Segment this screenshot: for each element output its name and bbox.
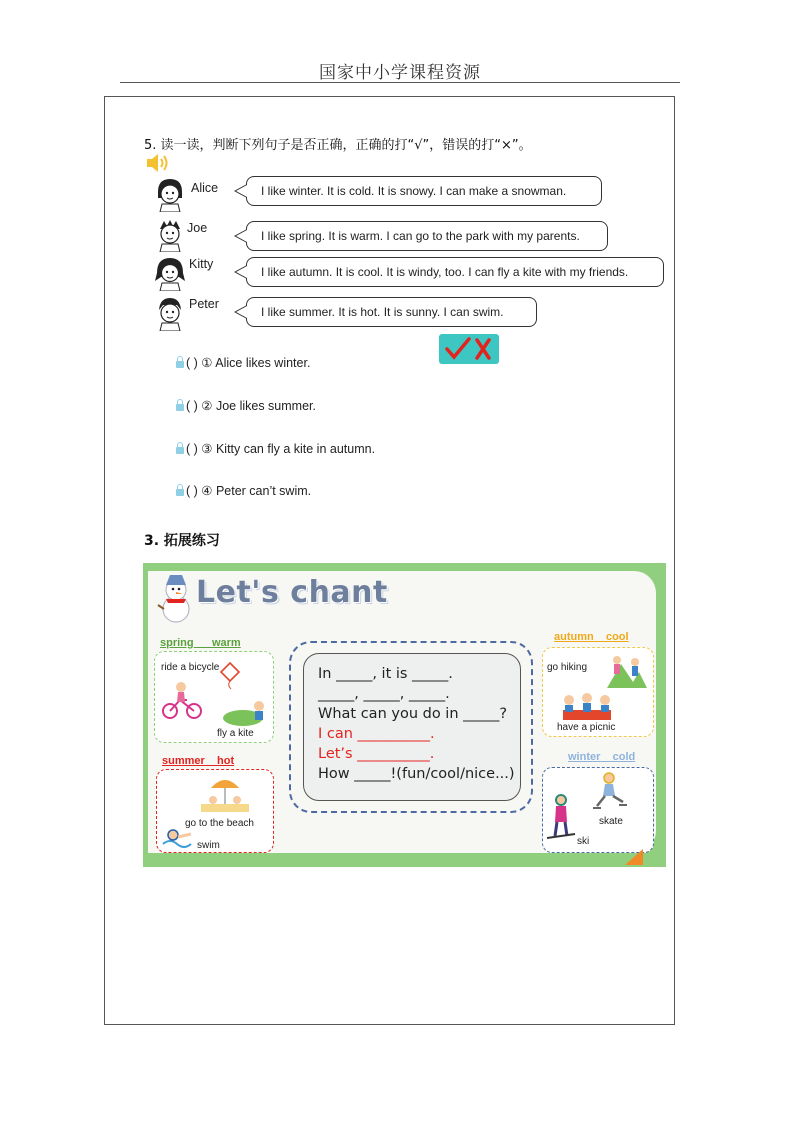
activity-label: ride a bicycle (161, 662, 220, 673)
bubble-tail (234, 305, 247, 319)
speech-text-alice: I like winter. It is cold. It is snowy. I can make a snowman. (261, 184, 567, 198)
activity-label: skate (599, 816, 623, 827)
activity-label: have a picnic (557, 722, 616, 733)
lock-icon (176, 447, 184, 454)
header-divider (120, 82, 680, 83)
statement-row[interactable] (176, 355, 310, 370)
snowman-icon (154, 573, 198, 625)
speech-text-kitty: I like autumn. It is cool. It is windy, too. I can fly a kite with my friends. (261, 265, 629, 279)
chant-lines-box (303, 653, 521, 801)
hiking-scene-icon (605, 650, 649, 692)
speaker-name-kitty: Kitty (189, 257, 214, 271)
statement-text: ( ) ② Joe likes summer. (186, 399, 316, 413)
speech-bubble-alice (246, 176, 602, 206)
chant-line: What can you do in _____? (318, 706, 508, 722)
chant-line: In _____, it is _____. (318, 666, 453, 682)
speaker-icon[interactable] (145, 150, 171, 176)
chant-line-red: I can __________. (318, 726, 435, 742)
speaker-name-joe: Joe (187, 221, 208, 235)
season-label-winter: winter cold (568, 751, 636, 763)
speaker-name-peter: Peter (189, 297, 219, 311)
skater-icon (589, 772, 629, 812)
activity-label: swim (197, 840, 220, 851)
season-label-summer: summer hot (162, 755, 235, 767)
lock-icon (176, 489, 184, 496)
joe-avatar (152, 216, 188, 252)
speech-bubble-joe (246, 221, 608, 251)
picnic-scene-icon (555, 688, 619, 724)
statement-row[interactable] (176, 398, 316, 413)
section-3-title: 3. 拓展练习 (144, 533, 220, 549)
cross-mark-icon (477, 340, 489, 358)
check-cross-badge (439, 334, 499, 364)
activity-label: fly a kite (217, 728, 254, 739)
chant-line-red: Let’s __________. (318, 746, 435, 762)
activity-label: go hiking (547, 662, 588, 673)
bubble-tail (234, 229, 247, 243)
statement-row[interactable] (176, 483, 311, 498)
winter-activity-box (542, 767, 654, 853)
speech-text-joe: I like spring. It is warm. I can go to the park with my parents. (261, 229, 580, 243)
lock-icon (176, 404, 184, 411)
autumn-activity-box (542, 647, 654, 737)
statement-text: ( ) ① Alice likes winter. (186, 356, 311, 370)
speech-text-peter: I like summer. It is hot. It is sunny. I can swim. (261, 305, 504, 319)
alice-avatar (152, 176, 188, 212)
park-scene-icon (221, 696, 271, 726)
chant-line: _____, _____, _____. (318, 686, 450, 702)
activity-label: ski (577, 836, 590, 847)
speaker-name-alice: Alice (191, 181, 219, 195)
page-corner-icon (625, 849, 643, 865)
speech-bubble-peter (246, 297, 537, 327)
lets-chant-panel (143, 563, 666, 867)
activity-label: go to the beach (185, 818, 254, 829)
chant-title: Let's chant (196, 575, 388, 610)
bicycle-rider-icon (161, 680, 203, 720)
page-header-title: 国家中小学课程资源 (319, 63, 481, 83)
statement-text: ( ) ③ Kitty can fly a kite in autumn. (186, 442, 376, 456)
kite-icon (219, 662, 241, 690)
bubble-tail (234, 184, 247, 198)
season-label-autumn: autumn cool (554, 631, 629, 643)
speech-bubble-kitty (246, 257, 664, 287)
statement-row[interactable] (176, 441, 375, 456)
question-5-instruction: 5. 读一读，判断下列句子是否正确，正确的打“√”，错误的打“×”。 (144, 138, 532, 153)
chant-lines-frame (289, 641, 533, 813)
chant-line: How _____!(fun/cool/nice...) (318, 766, 515, 782)
bubble-tail (234, 265, 247, 279)
skier-icon (547, 792, 577, 844)
beach-scene-icon (197, 774, 253, 814)
swimmer-icon (161, 826, 197, 850)
statement-text: ( ) ④ Peter can’t swim. (186, 484, 312, 498)
peter-avatar (152, 295, 188, 331)
check-mark-icon (447, 339, 469, 357)
spring-activity-box (154, 651, 274, 743)
kitty-avatar (152, 255, 188, 291)
summer-activity-box (156, 769, 274, 853)
season-label-spring: spring warm (160, 637, 241, 649)
chant-card (148, 571, 656, 853)
lock-icon (176, 361, 184, 368)
